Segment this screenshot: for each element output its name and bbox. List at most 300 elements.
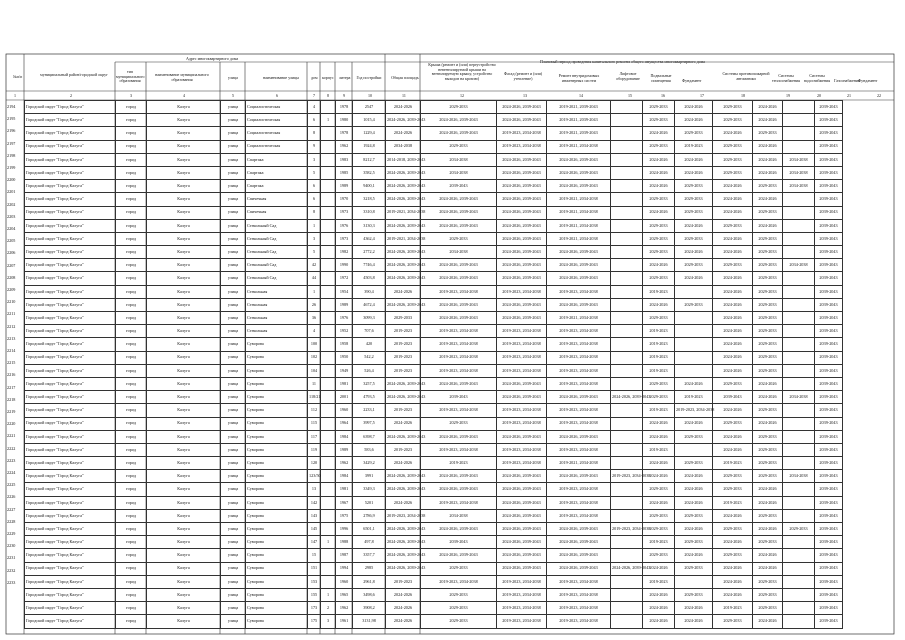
table-cell: 2029-2033 [753,404,783,417]
table-row [25,443,893,456]
table-cell: Суворова [246,351,308,364]
row-number: 2216 [7,372,16,378]
table-cell: 2029-2033 [753,575,783,588]
table-cell: 2039-2043 [815,575,843,588]
table-cell: 3 [308,232,321,245]
table-cell: 2019-2023, 2034-2038 [675,404,713,417]
table-cell [321,153,336,166]
table-cell: 100 [308,338,321,351]
table-cell: город [116,391,147,404]
table-cell: 2024-2026 [386,285,421,298]
table-cell: 2024-2026 [675,272,713,285]
table-cell: 2024-2026, 2039-2043 [421,219,497,232]
table-cell: 2029-2033 [713,219,753,232]
table-cell: Калуга [147,470,221,483]
table-cell: 2029-2033 [675,193,713,206]
table-cell: Калуга [147,523,221,536]
table-cell: 1 [321,588,336,601]
table-cell: Городской округ "Город Калуга" [25,312,116,325]
table-cell: 2024-2026, 2039-2043 [386,483,421,496]
table-cell: 2024-2026, 2039-2043 [547,562,611,575]
table-cell: 2019-2023 [386,338,421,351]
table-cell [783,338,815,351]
column-number: 7 [313,93,315,98]
table-cell: 102 [308,351,321,364]
row-number: 2233 [7,579,16,585]
table-cell: 2029-2033 [675,536,713,549]
table-cell: 2024-2026 [643,298,675,311]
table-cell: 2 [321,602,336,615]
table-cell: 2024-2026, 2039-2043 [421,470,497,483]
row-number: 2200 [7,177,16,183]
table-cell [321,259,336,272]
table-cell [783,351,815,364]
table-row [25,153,893,166]
row-number: 2208 [7,274,16,280]
table-cell: 2029-2033 [675,509,713,522]
table-cell: 2024-2026 [713,588,753,601]
table-cell: 2019-2023 [643,443,675,456]
table-cell: 2019-2023, 2034-2038 [497,588,547,601]
row-number: 2225 [7,482,16,488]
table-cell: Городской округ "Город Калуга" [25,272,116,285]
table-cell: 2024-2026 [675,101,713,114]
table-row [25,325,893,338]
table-cell: Социалистическая [246,140,308,153]
table-cell: 2029-2033 [713,114,753,127]
table-cell: 2024-2026, 2039-2043 [497,430,547,443]
table-cell: 2019-2021, 2034-2038 [386,206,421,219]
table-cell: улица [221,312,246,325]
table-cell: 2024-2026 [713,562,753,575]
table-cell: Городской округ "Город Калуга" [25,470,116,483]
table-cell: 1978 [336,127,353,140]
table-cell: 2024-2026 [643,457,675,470]
table-cell: 104 [308,364,321,377]
table-cell: 2024-2026, 2039-2043 [547,180,611,193]
column-number: 8 [327,93,329,98]
table-cell: Суворова [246,549,308,562]
table-cell: 2019-2021, 2034-2038 [547,219,611,232]
table-cell: 2024-2026, 2039-2043 [497,272,547,285]
table-cell: 2024-2026 [643,430,675,443]
table-cell: город [116,364,147,377]
table-row [25,588,893,601]
table-cell: 2024-2026, 2039-2043 [547,259,611,272]
table-cell [611,602,643,615]
header-area: Общая площадь [391,75,419,80]
table-cell: 2039-2043 [815,325,843,338]
table-cell: 2019-2023 [643,364,675,377]
table-cell: 8212,7 [353,153,386,166]
row-number: 2218 [7,396,16,402]
table-cell [783,549,815,562]
table-cell: улица [221,536,246,549]
table-cell: 2029-2033 [753,457,783,470]
table-cell: Калуга [147,259,221,272]
table-cell [611,180,643,193]
table-cell: Городской округ "Город Калуга" [25,496,116,509]
table-cell: улица [221,219,246,232]
table-cell: 2029-2033 [753,430,783,443]
table-cell: улица [221,417,246,430]
table-cell: 2024-2026 [713,575,753,588]
row-number: 2201 [7,189,16,195]
table-cell: улица [221,470,246,483]
table-cell: 2029-2033 [421,588,497,601]
table-cell: Городской округ "Город Калуга" [25,298,116,311]
table-cell: 1982 [336,246,353,259]
table-cell: улица [221,457,246,470]
table-cell: город [116,562,147,575]
table-cell: 2034-2038 [783,470,815,483]
table-cell: город [116,430,147,443]
table-cell: улица [221,496,246,509]
table-cell: 2039-2043 [815,391,843,404]
table-cell [321,127,336,140]
table-row [25,166,893,179]
table-cell: Суворова [246,404,308,417]
table-cell: 142 [308,496,321,509]
table-cell: 2024-2026, 2039-2043 [421,377,497,390]
table-cell: Суворова [246,615,308,628]
table-cell [321,496,336,509]
table-cell: Спичечная [246,206,308,219]
table-cell: 2039-2043 [815,417,843,430]
table-cell: город [116,193,147,206]
table-cell: Стекольная [246,298,308,311]
table-cell: 2024-2026, 2039-2043 [386,377,421,390]
table-cell: Городской округ "Город Калуга" [25,404,116,417]
table-cell [321,391,336,404]
table-cell: 2024-2026 [643,602,675,615]
table-cell [321,430,336,443]
table-cell: 2019-2023, 2034-2038 [497,602,547,615]
table-cell: 2024-2026 [675,483,713,496]
table-cell: 2024-2026 [675,246,713,259]
table-cell: 2024-2026 [753,615,783,628]
table-cell: город [116,338,147,351]
table-cell: 2024-2026, 2039-2043 [497,166,547,179]
table-cell: 2024-2026 [713,312,753,325]
table-cell [783,575,815,588]
table-cell: 2029-2033 [783,523,815,536]
table-cell: Калуга [147,232,221,245]
table-cell: 2024-2026, 2039-2043 [386,259,421,272]
table-cell: Стекольный Сад [246,232,308,245]
table-cell: 2024-2026 [675,417,713,430]
table-cell [321,575,336,588]
table-cell: 2019-2023, 2034-2038 [547,615,611,628]
table-cell: 2024-2026 [675,114,713,127]
table-cell: 2019-2023, 2034-2038 [497,351,547,364]
table-cell [675,364,713,377]
table-cell [321,377,336,390]
table-cell: 2019-2023, 2034-2038 [497,325,547,338]
group-header-periods: Плановый период проведения капитального ремонта общего имущества многоквартирного дома [540,59,705,64]
table-cell: Городской округ "Город Калуга" [25,232,116,245]
column-number: 11 [402,93,406,98]
table-cell: 2024-2026, 2039-2043 [386,193,421,206]
table-cell: 2024-2026 [643,562,675,575]
table-cell: 2034-2038 [421,153,497,166]
table-cell: Городской округ "Город Калуга" [25,325,116,338]
table-cell: 707,6 [353,325,386,338]
table-cell: Калуга [147,312,221,325]
table-cell: 2024-2026 [675,153,713,166]
table-cell: Спартака [246,153,308,166]
table-cell [611,588,643,601]
table-cell: Суворова [246,523,308,536]
table-row [25,430,893,443]
table-cell: 2019-2023, 2034-2038 [497,404,547,417]
table-cell: Городской округ "Город Калуга" [25,575,116,588]
table-cell: 2024-2026 [713,536,753,549]
header-street-type: улица [228,75,238,80]
table-row [25,246,893,259]
table-row [25,206,893,219]
table-cell: 2019-2021, 2039-2043 [547,101,611,114]
table-cell: 2019-2023 [643,285,675,298]
table-cell: 2024-2026, 2039-2043 [421,430,497,443]
table-cell: 2024-2026 [643,166,675,179]
header-house: дом [311,75,318,80]
table-cell: 2024-2026, 2039-2043 [547,153,611,166]
table-cell: Городской округ "Город Калуга" [25,549,116,562]
table-cell [675,338,713,351]
table-cell [783,404,815,417]
header-facade: Фасад (ремонт и (или) утепление) [503,71,543,81]
table-cell: 2039-2043 [421,391,497,404]
table-cell: 2039-2043 [815,443,843,456]
table-cell: город [116,588,147,601]
table-cell: Городской округ "Город Калуга" [25,101,116,114]
table-cell [321,351,336,364]
table-cell: 2024-2026 [753,101,783,114]
row-number: 2230 [7,543,16,549]
table-cell: 2961,8 [353,575,386,588]
table-cell: 2039-2043 [815,101,843,114]
table-cell: 1973 [336,206,353,219]
table-cell: 2024-2026 [713,272,753,285]
table-cell: Калуга [147,246,221,259]
table-cell [321,219,336,232]
table-cell: 2024-2026 [386,615,421,628]
table-cell: 2024-2026 [643,417,675,430]
table-cell: Калуга [147,219,221,232]
table-cell: 2024-2026, 2039-2043 [386,549,421,562]
table-cell: 2024-2026, 2039-2043 [421,523,497,536]
table-cell: Калуга [147,351,221,364]
table-cell: 2034-2038 [421,246,497,259]
row-number: 2197 [7,140,16,146]
table-row [25,602,893,615]
table-cell: улица [221,246,246,259]
table-cell: 2039-2043 [815,219,843,232]
table-cell: 2024-2026 [713,351,753,364]
table-cell: 3991 [353,470,386,483]
table-cell: 3 [321,615,336,628]
table-cell [321,523,336,536]
table-cell: 2039-2043 [815,298,843,311]
table-cell: город [116,496,147,509]
table-cell: 2024-2026, 2039-2043 [421,127,497,140]
table-cell [675,285,713,298]
table-cell: 2039-2043 [815,140,843,153]
table-cell: 2029-2033 [643,114,675,127]
table-row [25,232,893,245]
table-cell: 2019-2023, 2034-2038 [421,496,497,509]
table-cell: 2019-2023, 2034-2038 [421,443,497,456]
table-cell: 2024-2026 [675,377,713,390]
table-cell: 2024-2026 [675,219,713,232]
column-number: 15 [628,93,632,98]
table-cell: Калуга [147,496,221,509]
table-cell: 1978 [336,101,353,114]
table-cell: 542,2 [353,351,386,364]
row-number: 2209 [7,287,16,292]
table-cell: 2024-2026 [675,496,713,509]
table-cell: 2024-2026 [675,602,713,615]
table-cell: Калуга [147,509,221,522]
column-number: 21 [847,93,851,98]
table-cell: улица [221,338,246,351]
table-cell [783,509,815,522]
table-cell: 6 [308,193,321,206]
table-cell [611,206,643,219]
header-elevator: Лифтовое оборудование [616,71,640,81]
row-number: 2202 [7,201,16,207]
table-cell: 2786,9 [353,509,386,522]
table-cell: 2024-2026, 2039-2043 [386,114,421,127]
table-cell: 2029-2033 [713,549,753,562]
table-cell: 390,4 [353,285,386,298]
table-cell [321,483,336,496]
table-cell [321,140,336,153]
row-number: 2231 [7,555,16,561]
table-cell [611,377,643,390]
header-heat: Системы теплоснабжения [772,73,800,83]
table-cell: 2029-2033 [753,602,783,615]
table-cell: 2024-2026, 2039-2043 [547,549,611,562]
column-number: 13 [523,93,527,98]
table-cell: 5 [308,246,321,259]
table-cell: Калуга [147,483,221,496]
table-cell: улица [221,443,246,456]
table-cell: Калуга [147,166,221,179]
table-cell: 2019-2021, 2034-2038 [547,457,611,470]
row-number: 2232 [7,567,16,573]
table-cell: Городской округ "Город Калуга" [25,166,116,179]
table-cell: 2019-2021, 2039-2043 [547,114,611,127]
table-cell: 2029-2033 [421,232,497,245]
table-cell: улица [221,153,246,166]
table-cell: 1964 [336,417,353,430]
table-cell [611,483,643,496]
header-systems: Системы противопожарной автоматики [722,71,770,81]
table-cell: 2029-2033 [713,153,753,166]
table-row [25,391,893,404]
table-cell: 173 [308,602,321,615]
table-row [25,193,893,206]
table-cell: 2024-2026 [675,523,713,536]
table-cell: 4 [308,325,321,338]
table-cell [321,193,336,206]
table-cell: Стекольная [246,325,308,338]
table-cell: 6501,1 [353,523,386,536]
table-cell: 2029-2033 [421,140,497,153]
table-cell [321,298,336,311]
table-cell: Суворова [246,483,308,496]
table-cell: 2024-2026, 2039-2043 [497,549,547,562]
table-cell: 2019-2021, 2034-2038 [547,140,611,153]
table-cell: Городской округ "Город Калуга" [25,417,116,430]
table-cell: 1987 [336,549,353,562]
table-cell: Городской округ "Город Калуга" [25,377,116,390]
table-cell [321,509,336,522]
table-cell: 2024-2026, 2039-2043 [547,430,611,443]
table-cell: 2024-2026, 2039-2043 [386,219,421,232]
table-cell: 2029-2033 [753,246,783,259]
row-number: 2229 [7,531,16,536]
table-cell: 2019-2023 [386,364,421,377]
table-cell: улица [221,298,246,311]
table-cell: 2039-2043 [815,602,843,615]
table-cell: 2019-2023, 2034-2038 [611,470,643,483]
table-cell [611,101,643,114]
table-cell: 2039-2043 [815,470,843,483]
table-cell [783,193,815,206]
table-cell [611,575,643,588]
table-cell: 1989 [336,298,353,311]
table-cell [783,312,815,325]
repair-schedule-table [24,100,893,629]
table-cell: Суворова [246,364,308,377]
table-cell: 3357,7 [353,549,386,562]
table-cell: город [116,351,147,364]
table-cell [321,549,336,562]
table-cell: Калуга [147,272,221,285]
table-cell: 2039-2043 [815,404,843,417]
table-cell: 3349,3 [353,483,386,496]
table-cell: 8 [308,127,321,140]
table-cell: 2029-2033 [643,483,675,496]
table-cell [611,298,643,311]
table-cell: 2029-2033 [643,312,675,325]
table-cell [783,364,815,377]
table-cell: 2024-2026 [643,206,675,219]
table-cell: 115 [308,417,321,430]
table-cell: 112 [308,404,321,417]
table-cell: 2029-2033 [753,588,783,601]
table-cell: город [116,312,147,325]
table-cell: Калуга [147,338,221,351]
column-number: 12 [460,93,464,98]
table-cell: 117 [308,430,321,443]
table-cell: 2039-2043 [815,430,843,443]
row-number: 2196 [7,128,16,134]
table-cell: 2024-2026 [753,549,783,562]
table-cell: 2029-2033 [421,417,497,430]
column-number: 1 [14,93,16,98]
table-cell [783,417,815,430]
table-cell: 2029-2033 [753,509,783,522]
table-cell: 2029-2033 [713,377,753,390]
table-cell [783,206,815,219]
table-cell: улица [221,206,246,219]
table-cell: улица [221,285,246,298]
table-cell: 2014-2018, 2039-2043 [386,153,421,166]
